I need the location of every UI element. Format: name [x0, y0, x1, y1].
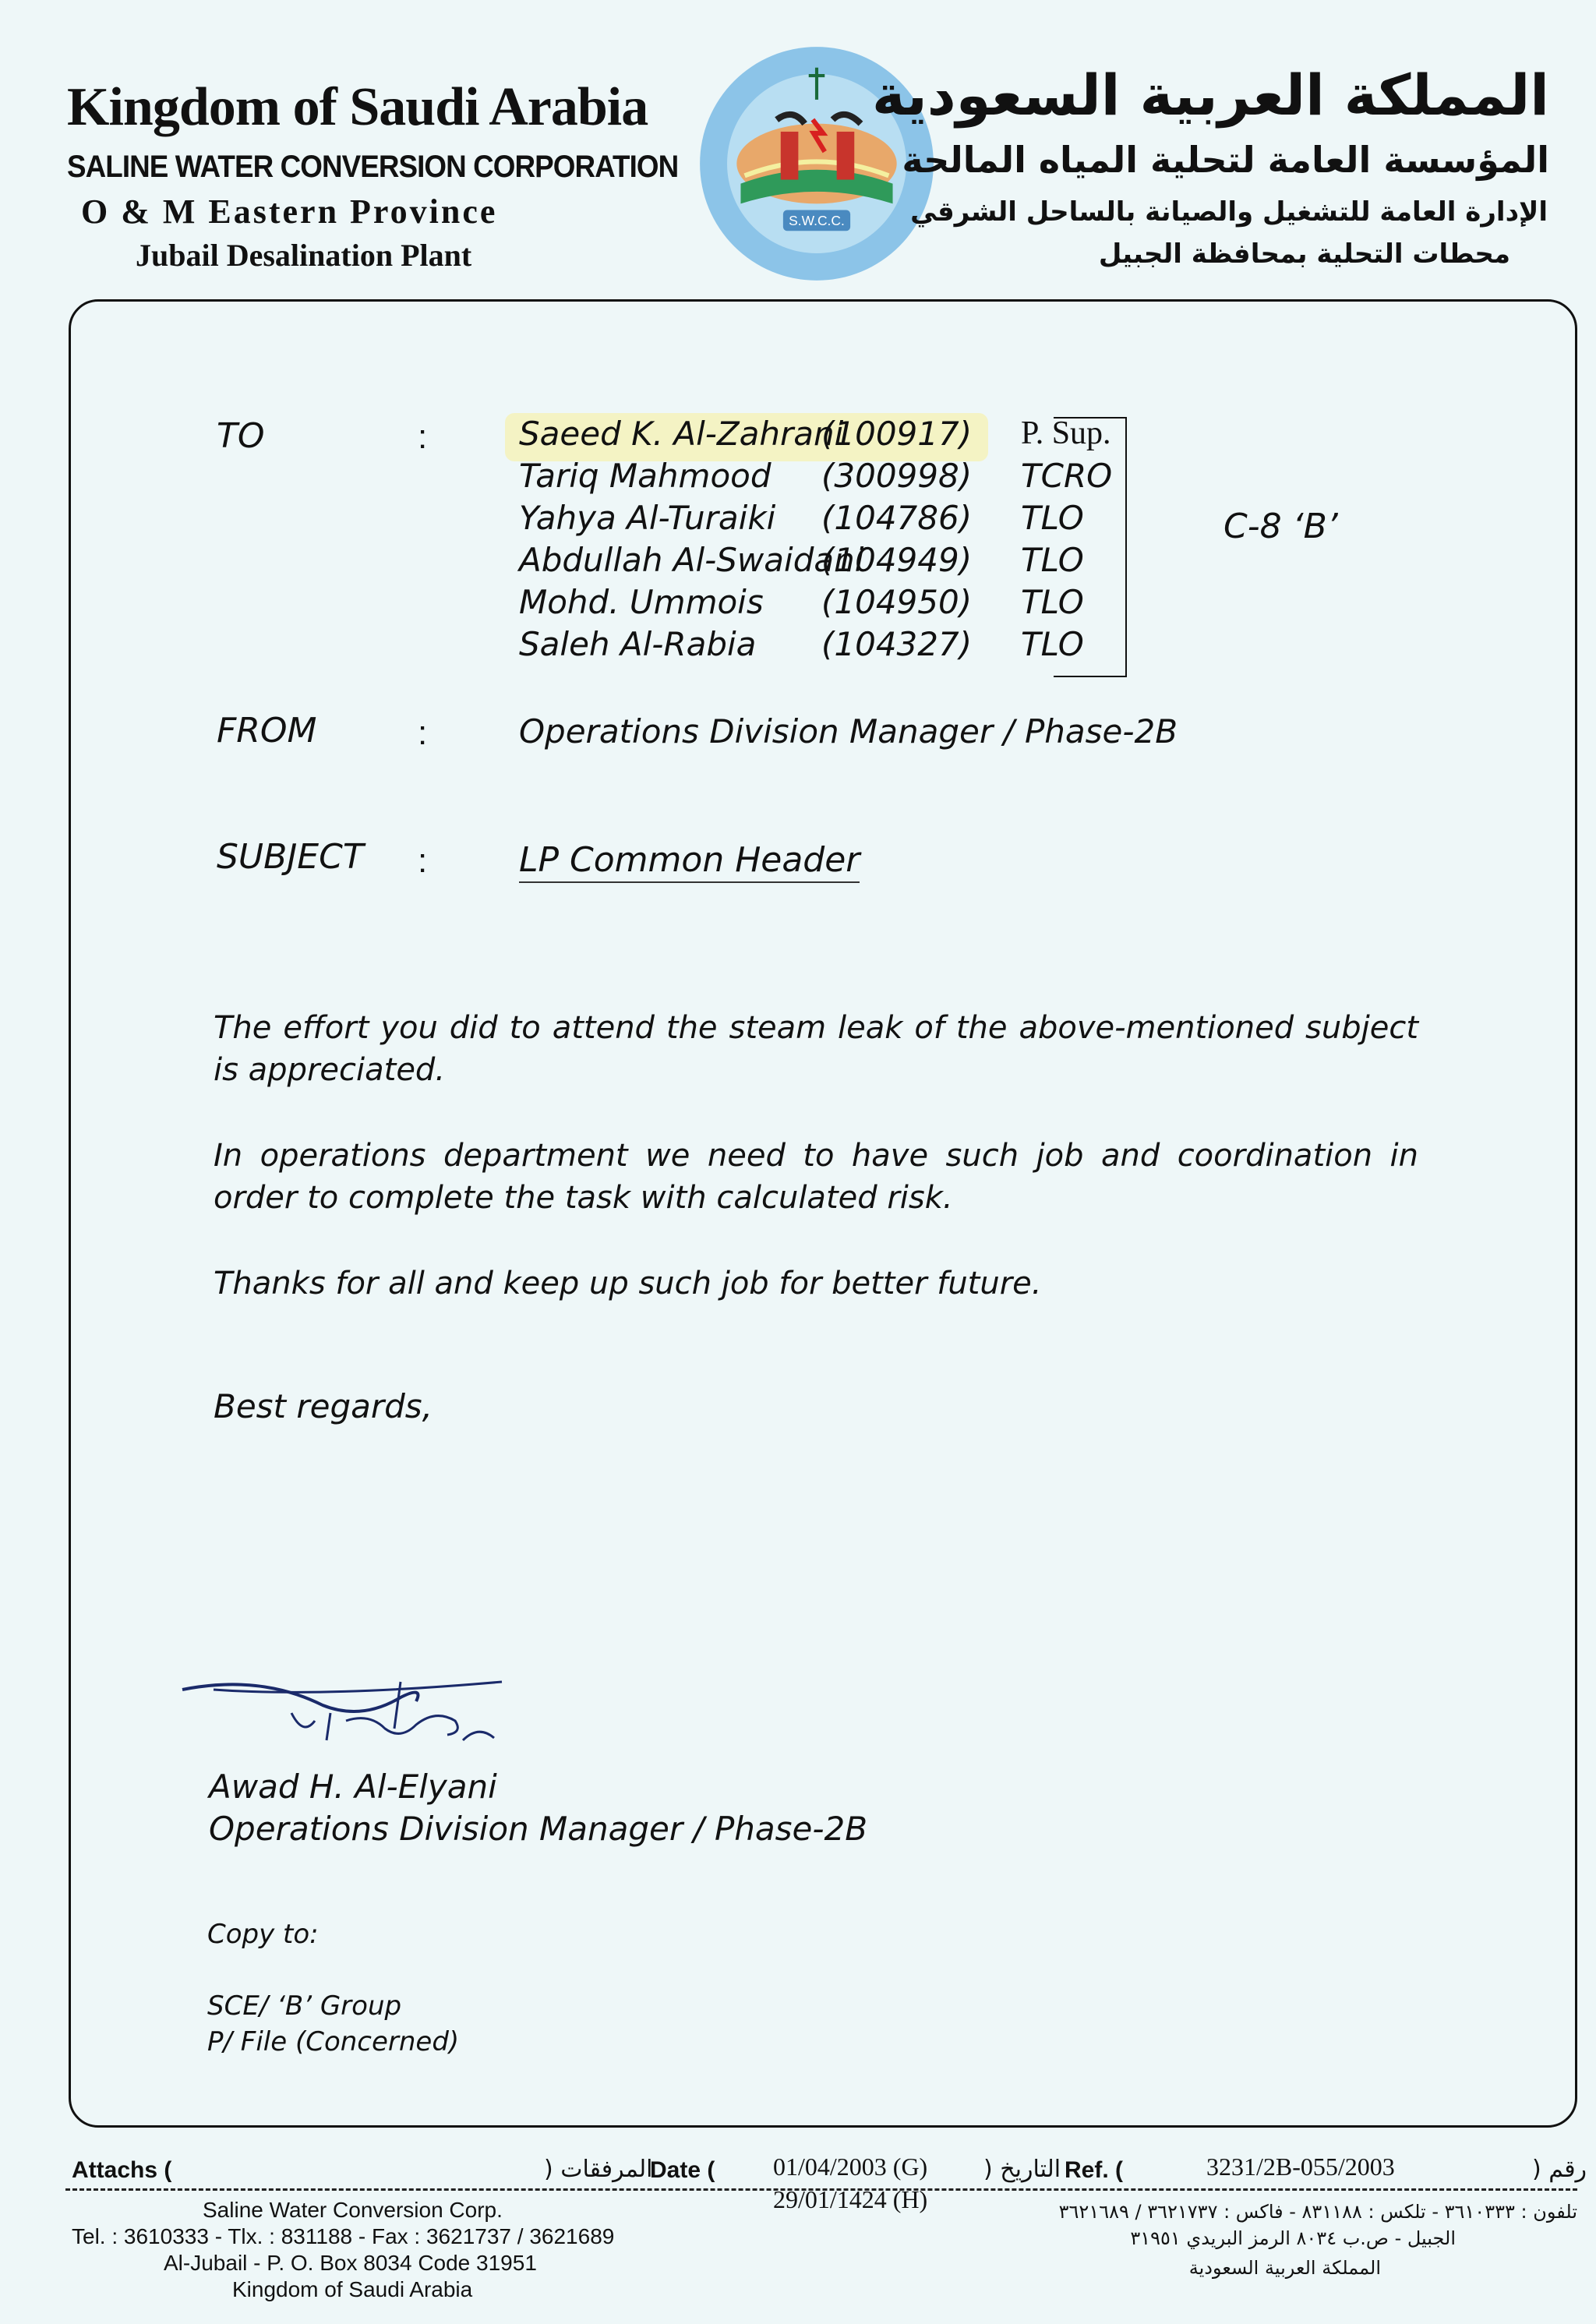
recipient-role: TLO — [1021, 583, 1084, 621]
footer-arabic-address-line: الجبيل - ص.ب ٨٠٣٤ الرمز البريدي ٣١٩٥١ — [1130, 2227, 1456, 2249]
letterhead-plant: Jubail Desalination Plant — [136, 238, 472, 273]
copy-item: P/ File (Concerned) — [207, 2026, 460, 2057]
body-paragraph: In operations department we need to have such job and coordination in order to complete the task with calculated risk. — [214, 1138, 1418, 1216]
body-paragraph: The effort you did to attend the steam leak of the above-mentioned subject is appreciated. — [214, 1010, 1418, 1088]
letterhead-arabic-country: المملكة العربية السعودية — [872, 62, 1549, 128]
from-colon: : — [418, 714, 428, 752]
ref-value: 3231/2B-055/2003 — [1206, 2153, 1395, 2181]
recipient-id: (104327) — [821, 625, 973, 663]
logo-text: S.W.C.C. — [789, 213, 845, 229]
closing: Best regards, — [214, 1387, 433, 1425]
recipient-name: Tariq Mahmood — [519, 457, 772, 495]
date-gregorian: 01/04/2003 (G) — [773, 2153, 928, 2181]
recipient-name: Mohd. Ummois — [519, 583, 764, 621]
subject-colon: : — [418, 842, 428, 880]
signatory-name: Awad H. Al-Elyani — [209, 1768, 497, 1806]
to-label: TO — [217, 416, 265, 456]
recipient-id: (104786) — [821, 499, 973, 537]
attachs-arabic-label: ) المرفقات — [544, 2156, 653, 2183]
letterhead-country: Kingdom of Saudi Arabia — [67, 77, 648, 137]
attachs-label: Attachs ( — [72, 2157, 172, 2183]
letterhead-arabic-plant: محطات التحلية بمحافظة الجبيل — [1098, 238, 1510, 270]
letterhead-arabic-division: الإدارة العامة للتشغيل والصيانة بالساحل الشرقي — [910, 196, 1548, 228]
footer-address-line: Tel. : 3610333 - Tlx. : 831188 - Fax : 3621737 / 3621689 — [72, 2224, 615, 2248]
copy-label: Copy to: — [207, 1919, 319, 1950]
ref-label: Ref. ( — [1065, 2157, 1123, 2183]
recipient-id: (100917) — [821, 415, 973, 453]
footer-arabic-address-line: المملكة العربية السعودية — [1188, 2257, 1381, 2279]
letterhead-arabic-organization: المؤسسة العامة لتحلية المياه المالحة — [902, 139, 1549, 181]
recipient-role: P. Sup. — [1021, 415, 1111, 451]
copy-item: SCE/ ‘B’ Group — [207, 1990, 402, 2022]
recipient-name: Abdullah Al-Swaidani — [519, 541, 864, 579]
recipient-name: Saleh Al-Rabia — [519, 625, 757, 663]
letterhead-organization: SALINE WATER CONVERSION CORPORATION — [67, 150, 679, 184]
crew-reference: C-8 ‘B’ — [1223, 507, 1338, 546]
recipient-id: (104950) — [821, 583, 973, 621]
from-label: FROM — [217, 711, 317, 751]
date-arabic-label: ) التاريخ — [983, 2156, 1061, 2183]
ref-arabic-label: ) رقم — [1532, 2156, 1587, 2183]
from-value: Operations Division Manager / Phase-2B — [519, 712, 1178, 751]
recipient-id: (104949) — [821, 541, 973, 579]
letterhead-division: O & M Eastern Province — [81, 192, 498, 231]
recipient-name: Yahya Al-Turaiki — [519, 499, 776, 537]
recipient-role: TLO — [1021, 625, 1084, 663]
recipient-role: TLO — [1021, 499, 1084, 537]
footer-address-line: Kingdom of Saudi Arabia — [232, 2277, 473, 2301]
footer-address-line: Al-Jubail - P. O. Box 8034 Code 31951 — [164, 2251, 537, 2275]
footer-address-line: Saline Water Conversion Corp. — [203, 2198, 503, 2222]
signatory-title: Operations Division Manager / Phase-2B — [209, 1810, 868, 1848]
subject-value: LP Common Header — [519, 840, 860, 883]
date-hijri: 29/01/1424 (H) — [773, 2185, 928, 2213]
footer-arabic-address-line: تلفون : ٣٦١٠٣٣٣ - تلكس : ٨٣١١٨٨ - فاكس : ٣٦٢١٧٣٧ / ٣٦٢١٦٨٩ — [1058, 2201, 1577, 2223]
recipient-id: (300998) — [821, 457, 973, 495]
date-label: Date ( — [650, 2157, 715, 2183]
subject-label: SUBJECT — [217, 837, 364, 877]
handwritten-signature — [167, 1666, 541, 1775]
recipient-role: TLO — [1021, 541, 1084, 579]
to-colon: : — [418, 418, 428, 456]
body-paragraph: Thanks for all and keep up such job for better future. — [214, 1266, 1042, 1302]
recipient-role: TCRO — [1021, 457, 1113, 495]
recipient-name: Saeed K. Al-Zahrani — [519, 415, 844, 453]
